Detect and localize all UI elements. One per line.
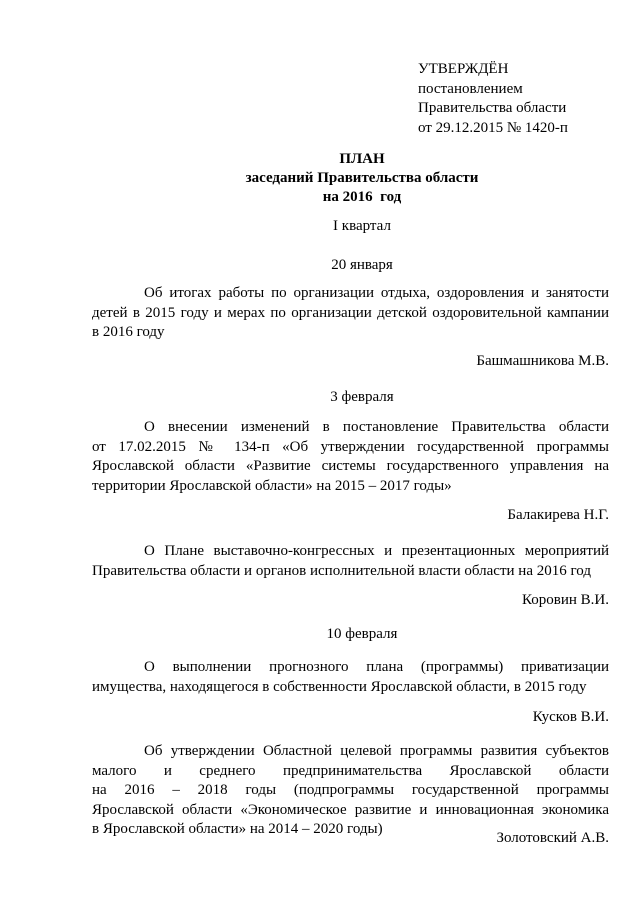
agenda-item-line: О выполнении прогнозного плана (программы) приватизации bbox=[144, 659, 609, 675]
title-meetings: заседаний Правительства области bbox=[245, 170, 479, 186]
agenda-item-line: Правительства области и органов исполнительной власти области на 2016 год bbox=[92, 562, 591, 579]
agenda-item bbox=[92, 542, 609, 581]
agenda-item-line: О Плане выставочно-конгрессных и презентационных мероприятий bbox=[144, 543, 609, 559]
agenda-item-line: Ярославской области «Экономическое развитие и инновационная экономика bbox=[92, 801, 609, 818]
responsible-person: Башмашникова М.В. bbox=[476, 353, 609, 369]
agenda-item bbox=[92, 658, 609, 697]
title-year: на 2016 год bbox=[322, 189, 402, 205]
meeting-date: 3 февраля bbox=[330, 389, 394, 405]
title-plan: ПЛАН bbox=[339, 151, 385, 167]
agenda-item-line: малого и среднего предпринимательства Ярославской области bbox=[92, 762, 609, 779]
approval-line-approved: УТВЕРЖДЁН bbox=[418, 61, 509, 77]
agenda-item-line: территории Ярославской области» на 2015 – 2017 годы» bbox=[92, 477, 452, 494]
approval-line-date-number: от 29.12.2015 № 1420-п bbox=[418, 119, 568, 136]
meeting-date: 20 января bbox=[331, 257, 393, 273]
agenda-item-line: О внесении изменений в постановление Правительства области bbox=[144, 419, 609, 435]
meeting-date: 10 февраля bbox=[326, 626, 398, 642]
agenda-item-line: от 17.02.2015 № 134-п «Об утверждении государственной программы bbox=[92, 438, 609, 455]
agenda-item bbox=[92, 418, 609, 496]
agenda-item bbox=[92, 742, 609, 840]
agenda-item bbox=[92, 284, 609, 343]
responsible-person: Балакирева Н.Г. bbox=[507, 507, 609, 523]
agenda-item-line: в Ярославской области» на 2014 – 2020 годы) bbox=[92, 821, 383, 837]
agenda-item-line: Ярославской области «Развитие системы государственного управления на bbox=[92, 458, 609, 474]
agenda-item-line: Об итогах работы по организации отдыха, оздоровления и занятости bbox=[144, 285, 609, 301]
responsible-person: Коровин В.И. bbox=[522, 592, 609, 608]
responsible-person: Золотовский А.В. bbox=[496, 830, 609, 846]
agenda-item-line: на 2016 – 2018 годы (подпрограммы государственной программы bbox=[92, 782, 609, 798]
agenda-item-line: имущества, находящегося в собственности Ярославской области, в 2015 году bbox=[92, 678, 587, 695]
document-title bbox=[92, 150, 632, 207]
agenda-item-line: детей в 2015 году и мерах по организации детской оздоровительной кампании bbox=[92, 304, 609, 321]
quarter-heading: I квартал bbox=[333, 218, 391, 234]
approval-line-government: Правительства области bbox=[418, 100, 567, 116]
approval-line-resolution: постановлением bbox=[418, 80, 523, 97]
approval-stamp bbox=[418, 60, 568, 138]
agenda-item-line: в 2016 году bbox=[92, 324, 165, 340]
responsible-person: Кусков В.И. bbox=[532, 709, 609, 725]
agenda-item-line: Об утверждении Областной целевой программы развития субъектов bbox=[144, 743, 609, 759]
